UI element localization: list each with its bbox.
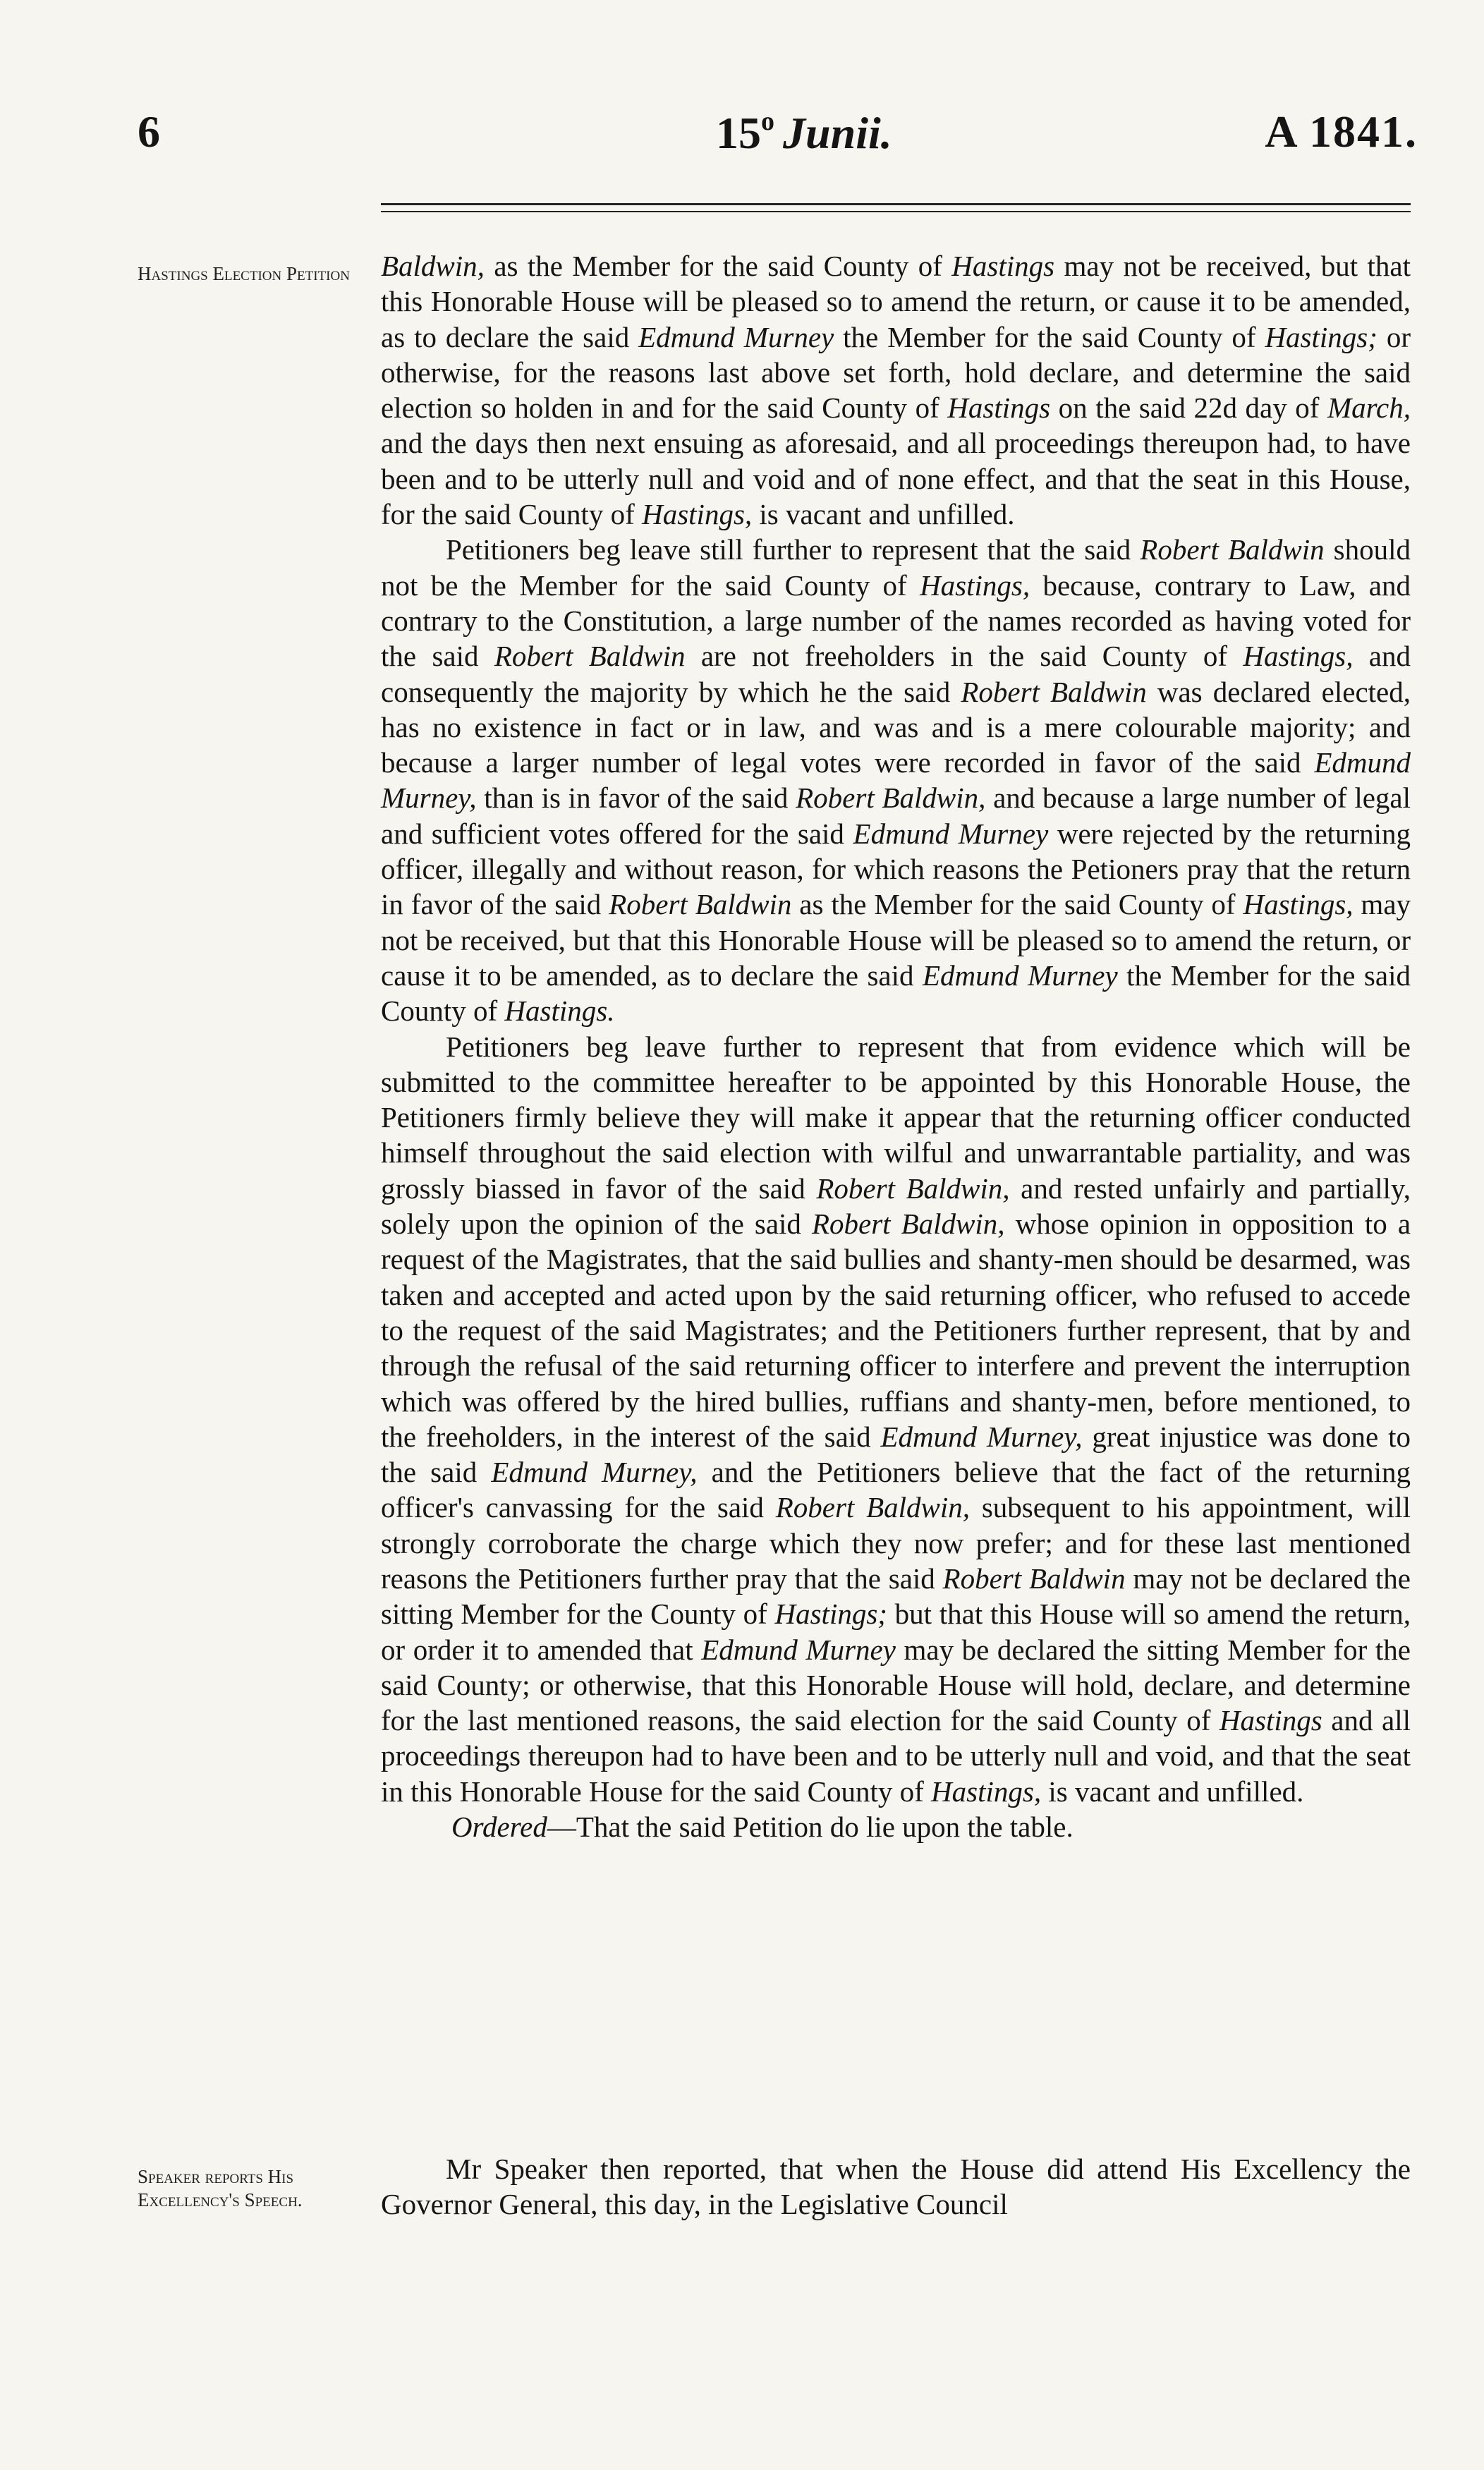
- year-prefix: A: [1265, 107, 1296, 157]
- text-run: on the said 22d day of: [1050, 391, 1327, 425]
- text-run: or otherwise, for the reasons last above set forth, hold declare, and determine the said election so holden in and for the said County of: [381, 320, 1411, 425]
- italic-name: Hastings: [1219, 1704, 1322, 1737]
- italic-name: Hastings,: [1243, 888, 1354, 921]
- italic-name: Edmund Murney: [853, 817, 1049, 850]
- italic-name: Edmund Murney: [923, 959, 1118, 992]
- italic-name: Robert Baldwin: [609, 888, 792, 921]
- text-run: because, contrary to Law, and contrary to the Constitution, a large number of the names recorded as having voted for the said: [381, 568, 1411, 673]
- text-run: may not be received, but that this Honorable House will be pleased so to amend the return, or cause it to be amended, as to declare the said: [381, 888, 1411, 992]
- ordered-text: That the said Petition do lie upon the table.: [576, 1811, 1074, 1844]
- ordered-label: Ordered: [451, 1811, 547, 1844]
- italic-name: Baldwin,: [381, 250, 485, 282]
- ordered-line: [381, 1809, 1411, 1844]
- italic-name: Hastings: [947, 391, 1051, 425]
- page-header: [138, 106, 1418, 169]
- text-run: whose opinion in opposition to a request of the Magistrates, that the said bullies and shanty-men should be desarmed, was taken and accepted and acted upon by the said returning officer, who refused to accede to the request of the said Magistrates; and the Petitioners further represent, that by and through the refusal of the said returning officer to interfere and prevent the interruption which was offered by the hired bullies, ruffians and shanty-men, before mentioned, to the freeholders, in the interest of the said: [381, 1207, 1411, 1453]
- body-text: [381, 248, 1411, 1844]
- text-run: but that this House will so amend the return, or order it to amended that: [381, 1598, 1411, 1666]
- text-run: subsequent to his appointment, will strongly corroborate the charge which they now prefer; and for these last mentioned reasons the Petitioners further pray that the said: [381, 1491, 1411, 1595]
- text-run: and all proceedings thereupon had to have been and to be utterly null and void, and that the seat in this Honorable House for the said County of: [381, 1704, 1411, 1808]
- text-run: the Member for the said County of: [381, 959, 1411, 1028]
- italic-name: Robert Baldwin: [942, 1562, 1126, 1595]
- double-rule-top: [381, 203, 1411, 205]
- text-run: Petitioners beg leave further to represent that from evidence which will be submitted to the committee hereafter to be appointed by this Honorable House, the Petitioners firmly believe they will make it appear that the returning officer conducted himself throughout the said election with wilful and unwarrantable partiality, and was grossly biassed in favor of the said: [381, 1030, 1411, 1205]
- text-run: Petitioners beg leave still further to represent that the said: [446, 533, 1141, 566]
- date-month: Junii.: [783, 108, 892, 158]
- italic-name: Hastings;: [774, 1598, 887, 1631]
- italic-name: Robert Baldwin: [494, 640, 686, 673]
- margin-note-hastings: Hastings Election Petition: [138, 263, 350, 284]
- text-run: as the Member for the said County of: [484, 250, 952, 282]
- text-run: may not be received, but that this Honorable House will be pleased so to amend the return, or cause it to be amended, as to declare the said: [381, 250, 1411, 353]
- italic-name: Edmund Murney: [701, 1633, 896, 1666]
- date-day: 15: [716, 108, 761, 158]
- italic-name: Hastings,: [642, 498, 753, 531]
- text-run: is vacant and unfilled.: [752, 498, 1015, 531]
- italic-name: Robert Baldwin,: [775, 1491, 971, 1524]
- italic-name: Edmund Murney,: [880, 1420, 1083, 1453]
- text-run: the Member for the said County of: [834, 320, 1265, 353]
- italic-name: Edmund Murney: [638, 320, 834, 353]
- italic-name: Hastings: [951, 250, 1055, 282]
- speaker-section: [381, 2151, 1411, 2222]
- text-run: were rejected by the returning officer, illegally and without reason, for which reasons the Petioners pray that the return in favor of the said: [381, 817, 1411, 921]
- text-run: as the Member for the said County of: [791, 888, 1243, 921]
- italic-name: Hastings,: [931, 1775, 1042, 1808]
- italic-name: Hastings;: [1265, 320, 1377, 353]
- italic-name: Hastings,: [920, 568, 1030, 602]
- text-run: and the Petitioners believe that the fact of the returning officer's canvassing for the said: [381, 1456, 1411, 1524]
- year-value: 1841.: [1309, 107, 1418, 157]
- text-run: and consequently the majority by which he the said: [381, 640, 1411, 708]
- text-run: is vacant and unfilled.: [1041, 1775, 1304, 1808]
- speaker-paragraph: Mr Speaker then reported, that when the House did attend His Excellency the Governor General, this day, in the Legislative Council: [381, 2153, 1411, 2221]
- italic-name: Robert Baldwin: [961, 675, 1147, 708]
- text-run: and because a large number of legal and sufficient votes offered for the said: [381, 781, 1411, 850]
- paragraph-1: [381, 248, 1411, 532]
- paragraph-2: [381, 532, 1411, 1028]
- italic-name: Robert Baldwin: [1140, 533, 1325, 566]
- text-run: than is in favor of the said: [476, 781, 796, 815]
- running-date: [716, 106, 892, 159]
- italic-name: Robert Baldwin,: [811, 1207, 1005, 1241]
- italic-name: Hastings.: [504, 994, 615, 1028]
- text-run: are not freeholders in the said County of: [685, 640, 1243, 673]
- text-run: should not be the Member for the said County of: [381, 533, 1411, 602]
- double-rule-bottom: [381, 211, 1411, 212]
- date-degree: o: [761, 107, 774, 136]
- text-run: great injustice was done to the said: [381, 1420, 1411, 1489]
- text-run: may not be declared the sitting Member for the County of: [381, 1562, 1411, 1631]
- text-run: and rested unfairly and partially, solely upon the opinion of the said: [381, 1172, 1411, 1241]
- italic-name: Robert Baldwin,: [816, 1172, 1010, 1205]
- paragraph-3: [381, 1029, 1411, 1810]
- year: [1265, 106, 1418, 158]
- italic-name: Hastings,: [1243, 640, 1354, 673]
- header-rule: [381, 203, 1411, 218]
- italic-name: Edmund Murney,: [381, 746, 1411, 815]
- page-number: 6: [138, 107, 160, 157]
- text-run: may be declared the sitting Member for the said County; or otherwise, that this Honorable House will hold, declare, and determine for the last mentioned reasons, the said election for the said County of: [381, 1633, 1411, 1737]
- italic-name: Edmund Murney,: [491, 1456, 698, 1489]
- text-run: was declared elected, has no existence in fact or in law, and was and is a mere colourable majority; and because a larger number of legal votes were recorded in favor of the said: [381, 675, 1411, 779]
- margin-note-speaker: Speaker reports His Excellency's Speech.: [138, 2166, 303, 2210]
- italic-name: March,: [1327, 391, 1411, 425]
- italic-name: Robert Baldwin,: [796, 781, 986, 815]
- text-run: and the days then next ensuing as aforesaid, and all proceedings thereupon had, to have been and to be utterly null and void and of none effect, and that the seat in this House, for the said County of: [381, 427, 1411, 531]
- ordered-dash: —: [547, 1811, 576, 1844]
